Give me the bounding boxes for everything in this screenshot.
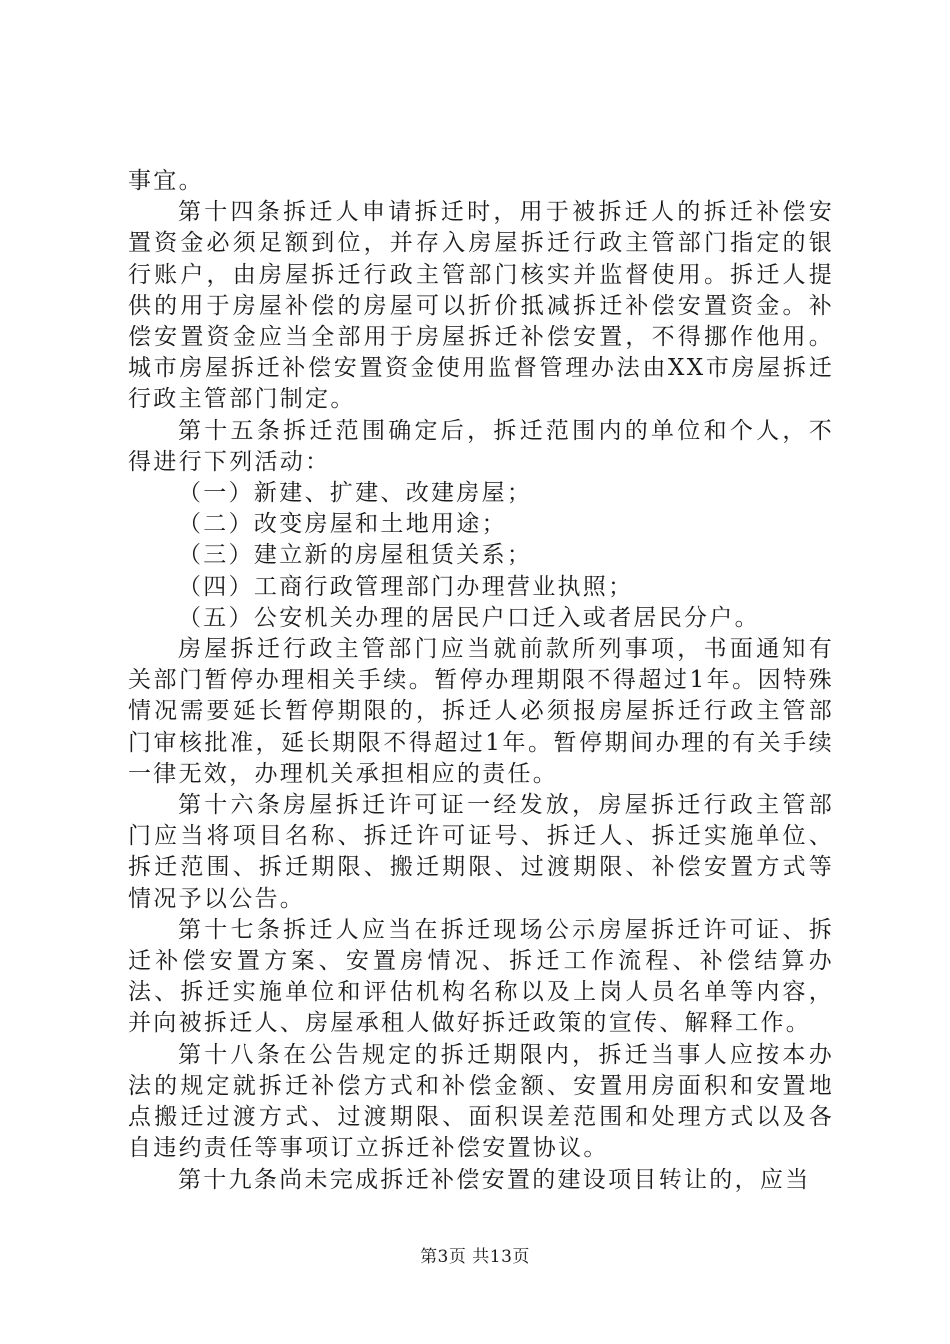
paragraph-article-19: 第十九条尚未完成拆迁补偿安置的建设项目转让的，应当 <box>178 1166 811 1193</box>
paragraph-article-18: 第十八条在公告规定的拆迁期限内，拆迁当事人应按本办法的规定就拆迁补偿方式和补偿金额、安置用房面积和安置地点搬迁过渡方式、过渡期限、面积误差范围和处理方式以及各自违约责任等事项订立拆迁补偿安置协议。 <box>128 1041 834 1162</box>
list-item-2: （二）改变房屋和土地用途； <box>178 511 507 538</box>
paragraph-continuation: 事宜。 <box>128 168 204 194</box>
paragraph-article-16: 第十六条房屋拆迁许可证一经发放，房屋拆迁行政主管部门应当将项目名称、拆迁许可证号、拆迁人、拆迁实施单位、拆迁范围、拆迁期限、搬迁期限、过渡期限、补偿安置方式等情况予以公告。 <box>128 792 834 912</box>
paragraph-article-15: 第十五条拆迁范围确定后，拆迁范围内的单位和个人，不得进行下列活动： <box>128 417 834 475</box>
page-number-footer: 第3页 共13页 <box>420 1247 530 1267</box>
paragraph-article-17: 第十七条拆迁人应当在拆迁现场公示房屋拆迁许可证、拆迁补偿安置方案、安置房情况、拆迁工作流程、补偿结算办法、拆迁实施单位和评估机构名称以及上岗人员名单等内容，并向被拆迁人、房屋承租人做好拆迁政策的宣传、解释工作。 <box>128 916 834 1037</box>
list-item-4: （四）工商行政管理部门办理营业执照； <box>178 573 634 600</box>
list-item-3: （三）建立新的房屋租赁关系； <box>178 542 533 569</box>
paragraph-suspension-notice: 房屋拆迁行政主管部门应当就前款所列事项，书面通知有关部门暂停办理相关手续。暂停办理期限不得超过1年。因特殊情况需要延长暂停期限的，拆迁人必须报房屋拆迁行政主管部门审核批准，延长期限不得超过1年。暂停期间办理的有关手续一律无效，办理机关承担相应的责任。 <box>128 636 834 787</box>
list-item-5: （五）公安机关办理的居民户口迁入或者居民分户。 <box>178 604 760 631</box>
list-item-1: （一）新建、扩建、改建房屋； <box>178 480 533 507</box>
paragraph-article-14: 第十四条拆迁人申请拆迁时，用于被拆迁人的拆迁补偿安置资金必须足额到位，并存入房屋拆迁行政主管部门指定的银行账户，由房屋拆迁行政主管部门核实并监督使用。拆迁人提供的用于房屋补偿的房屋可以折价抵减拆迁补偿安置资金。补偿安置资金应当全部用于房屋拆迁补偿安置，不得挪作他用。城市房屋拆迁补偿安置资金使用监督管理办法由XX市房屋拆迁行政主管部门制定。 <box>128 199 834 413</box>
document-body <box>128 166 834 1196</box>
